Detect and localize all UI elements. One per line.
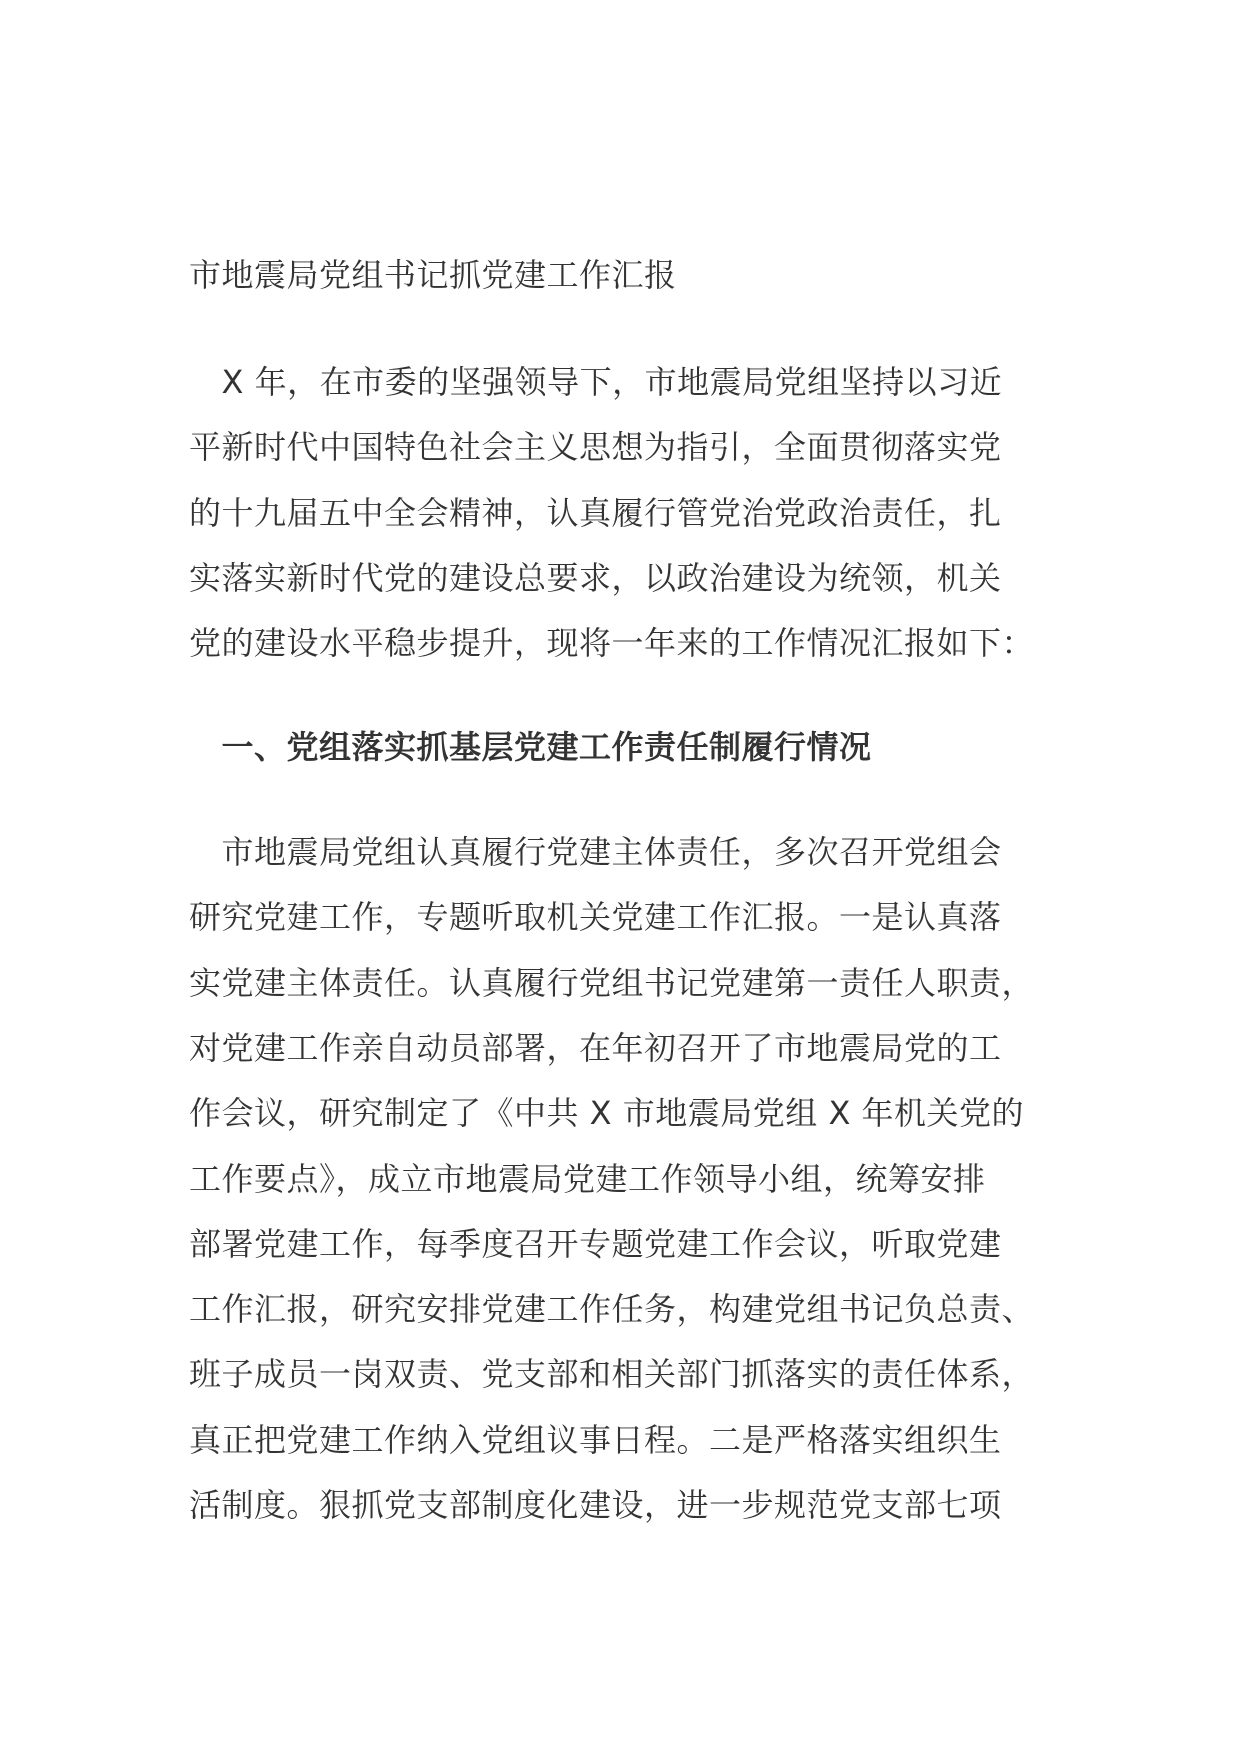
- intro-paragraph-line: 党的建设水平稳步提升，现将一年来的工作情况汇报如下：: [189, 624, 1035, 663]
- section1-paragraph-line: 实党建主体责任。认真履行党组书记党建第一责任人职责，: [189, 963, 1035, 1002]
- section1-paragraph-line: 工作要点》，成立市地震局党建工作领导小组，统筹安排: [189, 1159, 986, 1198]
- section-heading: 一、党组落实抓基层党建工作责任制履行情况: [189, 728, 872, 766]
- intro-paragraph-line: X 年，在市委的坚强领导下，市地震局党组坚持以习近: [189, 363, 1003, 401]
- section1-paragraph-line: 作会议，研究制定了《中共 X 市地震局党组 X 年机关党的: [189, 1094, 1025, 1133]
- section1-paragraph-line: 部署党建工作，每季度召开专题党建工作会议，听取党建: [189, 1224, 1002, 1263]
- section1-paragraph-line: 市地震局党组认真履行党建主体责任，多次召开党组会: [189, 833, 1002, 871]
- document-title: 市地震局党组书记抓党建工作汇报: [189, 256, 677, 294]
- intro-paragraph-line: 平新时代中国特色社会主义思想为指引，全面贯彻落实党: [189, 428, 1002, 467]
- section1-paragraph-line: 研究党建工作，专题听取机关党建工作汇报。一是认真落: [189, 898, 1002, 937]
- section1-paragraph-line: 班子成员一岗双责、党支部和相关部门抓落实的责任体系，: [189, 1355, 1035, 1394]
- section1-paragraph-line: 对党建工作亲自动员部署，在年初召开了市地震局党的工: [189, 1028, 1002, 1067]
- section1-paragraph-line: 活制度。狠抓党支部制度化建设，进一步规范党支部七项: [189, 1486, 1002, 1524]
- intro-paragraph-line: 的十九届五中全会精神，认真履行管党治党政治责任，扎: [189, 493, 1002, 532]
- section1-paragraph-line: 工作汇报，研究安排党建工作任务，构建党组书记负总责、: [189, 1290, 1035, 1329]
- intro-paragraph-line: 实落实新时代党的建设总要求，以政治建设为统领，机关: [189, 558, 1002, 597]
- section1-paragraph-line: 真正把党建工作纳入党组议事日程。二是严格落实组织生: [189, 1420, 1002, 1459]
